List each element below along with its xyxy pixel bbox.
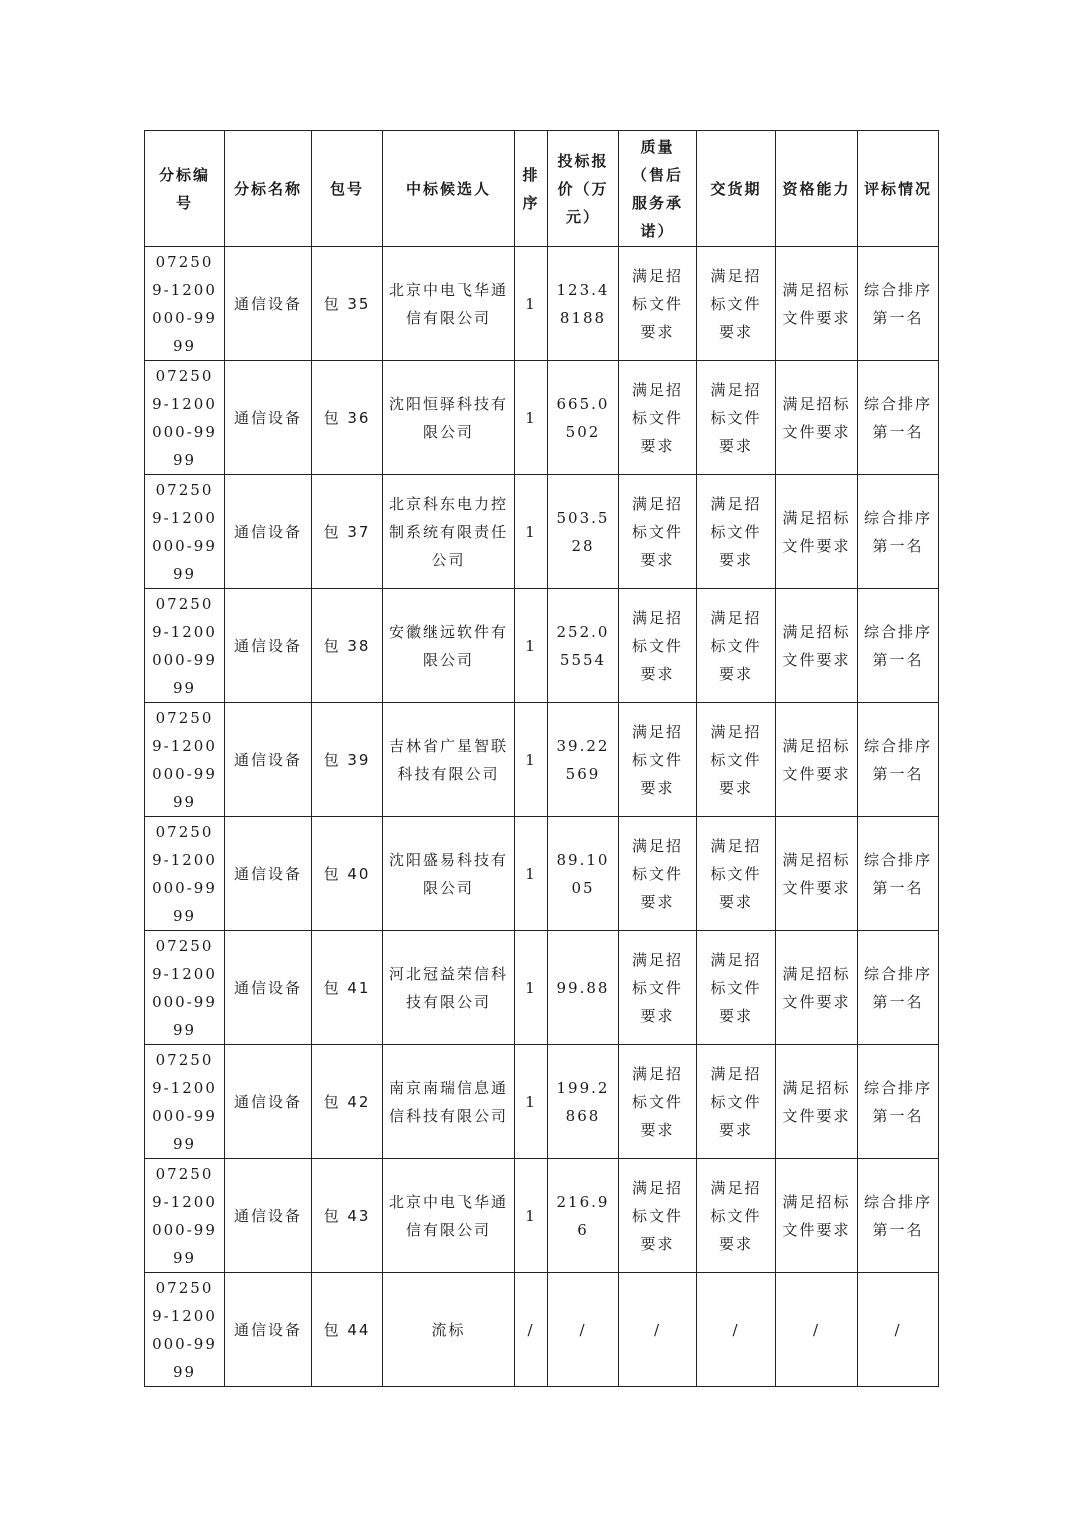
- cell-quality: 满足招标文件要求: [619, 817, 697, 931]
- cell-package: 包 44: [312, 1273, 383, 1387]
- cell-name: 通信设备: [225, 361, 312, 475]
- header-package: 包号: [312, 131, 383, 247]
- cell-candidate: 北京科东电力控制系统有限责任公司: [383, 475, 515, 589]
- header-qualification: 资格能力: [776, 131, 858, 247]
- cell-name: 通信设备: [225, 589, 312, 703]
- cell-rank: 1: [515, 931, 548, 1045]
- cell-code: 072509-1200000-9999: [145, 931, 225, 1045]
- cell-delivery: 满足招标文件要求: [697, 475, 776, 589]
- table-row: [145, 475, 939, 589]
- cell-price: 665.0502: [548, 361, 619, 475]
- cell-quality: 满足招标文件要求: [619, 361, 697, 475]
- cell-price: 89.1005: [548, 817, 619, 931]
- cell-qualification: 满足招标文件要求: [776, 361, 858, 475]
- cell-evaluation: 综合排序第一名: [858, 589, 939, 703]
- cell-evaluation: /: [858, 1273, 939, 1387]
- cell-candidate: 沈阳盛易科技有限公司: [383, 817, 515, 931]
- cell-price: 123.48188: [548, 247, 619, 361]
- cell-code: 072509-1200000-9999: [145, 817, 225, 931]
- cell-price: 99.88: [548, 931, 619, 1045]
- cell-qualification: 满足招标文件要求: [776, 1045, 858, 1159]
- cell-price: 216.96: [548, 1159, 619, 1273]
- cell-rank: 1: [515, 247, 548, 361]
- cell-package: 包 42: [312, 1045, 383, 1159]
- cell-rank: 1: [515, 703, 548, 817]
- cell-delivery: 满足招标文件要求: [697, 931, 776, 1045]
- cell-code: 072509-1200000-9999: [145, 1159, 225, 1273]
- cell-rank: 1: [515, 817, 548, 931]
- cell-rank: 1: [515, 361, 548, 475]
- cell-evaluation: 综合排序第一名: [858, 703, 939, 817]
- cell-package: 包 41: [312, 931, 383, 1045]
- cell-candidate: 沈阳恒驿科技有限公司: [383, 361, 515, 475]
- table-row: [145, 1159, 939, 1273]
- cell-rank: 1: [515, 589, 548, 703]
- header-code: 分标编号: [145, 131, 225, 247]
- cell-quality: 满足招标文件要求: [619, 475, 697, 589]
- cell-rank: 1: [515, 1159, 548, 1273]
- cell-evaluation: 综合排序第一名: [858, 361, 939, 475]
- cell-evaluation: 综合排序第一名: [858, 247, 939, 361]
- cell-name: 通信设备: [225, 1045, 312, 1159]
- cell-evaluation: 综合排序第一名: [858, 1159, 939, 1273]
- cell-qualification: 满足招标文件要求: [776, 589, 858, 703]
- cell-name: 通信设备: [225, 247, 312, 361]
- table-row: [145, 703, 939, 817]
- cell-price: 199.2868: [548, 1045, 619, 1159]
- cell-rank: 1: [515, 475, 548, 589]
- header-price: 投标报价（万元）: [548, 131, 619, 247]
- cell-code: 072509-1200000-9999: [145, 247, 225, 361]
- header-candidate: 中标候选人: [383, 131, 515, 247]
- cell-delivery: 满足招标文件要求: [697, 1045, 776, 1159]
- table-row: [145, 247, 939, 361]
- cell-rank: /: [515, 1273, 548, 1387]
- header-delivery: 交货期: [697, 131, 776, 247]
- cell-package: 包 37: [312, 475, 383, 589]
- cell-quality: 满足招标文件要求: [619, 1045, 697, 1159]
- cell-name: 通信设备: [225, 1159, 312, 1273]
- cell-name: 通信设备: [225, 475, 312, 589]
- cell-code: 072509-1200000-9999: [145, 589, 225, 703]
- cell-delivery: 满足招标文件要求: [697, 247, 776, 361]
- cell-quality: /: [619, 1273, 697, 1387]
- cell-candidate: 流标: [383, 1273, 515, 1387]
- cell-qualification: 满足招标文件要求: [776, 817, 858, 931]
- cell-quality: 满足招标文件要求: [619, 247, 697, 361]
- cell-qualification: 满足招标文件要求: [776, 931, 858, 1045]
- cell-package: 包 43: [312, 1159, 383, 1273]
- table-header-row: [145, 131, 939, 247]
- cell-candidate: 南京南瑞信息通信科技有限公司: [383, 1045, 515, 1159]
- cell-evaluation: 综合排序第一名: [858, 931, 939, 1045]
- cell-qualification: 满足招标文件要求: [776, 1159, 858, 1273]
- cell-qualification: 满足招标文件要求: [776, 247, 858, 361]
- cell-qualification: 满足招标文件要求: [776, 703, 858, 817]
- cell-price: 252.05554: [548, 589, 619, 703]
- cell-evaluation: 综合排序第一名: [858, 817, 939, 931]
- cell-price: 503.528: [548, 475, 619, 589]
- cell-candidate: 吉林省广星智联科技有限公司: [383, 703, 515, 817]
- cell-package: 包 38: [312, 589, 383, 703]
- table-row: [145, 931, 939, 1045]
- cell-candidate: 北京中电飞华通信有限公司: [383, 1159, 515, 1273]
- cell-quality: 满足招标文件要求: [619, 703, 697, 817]
- cell-name: 通信设备: [225, 703, 312, 817]
- cell-candidate: 安徽继远软件有限公司: [383, 589, 515, 703]
- header-rank: 排序: [515, 131, 548, 247]
- cell-quality: 满足招标文件要求: [619, 589, 697, 703]
- cell-delivery: 满足招标文件要求: [697, 703, 776, 817]
- cell-evaluation: 综合排序第一名: [858, 1045, 939, 1159]
- cell-delivery: 满足招标文件要求: [697, 817, 776, 931]
- cell-name: 通信设备: [225, 817, 312, 931]
- cell-package: 包 39: [312, 703, 383, 817]
- table-row: [145, 361, 939, 475]
- cell-delivery: 满足招标文件要求: [697, 361, 776, 475]
- cell-code: 072509-1200000-9999: [145, 1045, 225, 1159]
- cell-evaluation: 综合排序第一名: [858, 475, 939, 589]
- cell-code: 072509-1200000-9999: [145, 703, 225, 817]
- cell-candidate: 北京中电飞华通信有限公司: [383, 247, 515, 361]
- table-row: [145, 1273, 939, 1387]
- table-row: [145, 1045, 939, 1159]
- cell-qualification: /: [776, 1273, 858, 1387]
- header-name: 分标名称: [225, 131, 312, 247]
- cell-delivery: /: [697, 1273, 776, 1387]
- cell-quality: 满足招标文件要求: [619, 1159, 697, 1273]
- cell-price: /: [548, 1273, 619, 1387]
- cell-qualification: 满足招标文件要求: [776, 475, 858, 589]
- cell-code: 072509-1200000-9999: [145, 475, 225, 589]
- header-evaluation: 评标情况: [858, 131, 939, 247]
- cell-delivery: 满足招标文件要求: [697, 1159, 776, 1273]
- table-row: [145, 817, 939, 931]
- table-row: [145, 589, 939, 703]
- cell-quality: 满足招标文件要求: [619, 931, 697, 1045]
- cell-package: 包 40: [312, 817, 383, 931]
- bid-result-table: [144, 130, 939, 1387]
- cell-name: 通信设备: [225, 1273, 312, 1387]
- cell-candidate: 河北冠益荣信科技有限公司: [383, 931, 515, 1045]
- cell-price: 39.22569: [548, 703, 619, 817]
- cell-code: 072509-1200000-9999: [145, 1273, 225, 1387]
- cell-rank: 1: [515, 1045, 548, 1159]
- header-quality: 质量（售后服务承诺）: [619, 131, 697, 247]
- cell-name: 通信设备: [225, 931, 312, 1045]
- cell-package: 包 36: [312, 361, 383, 475]
- cell-code: 072509-1200000-9999: [145, 361, 225, 475]
- cell-delivery: 满足招标文件要求: [697, 589, 776, 703]
- cell-package: 包 35: [312, 247, 383, 361]
